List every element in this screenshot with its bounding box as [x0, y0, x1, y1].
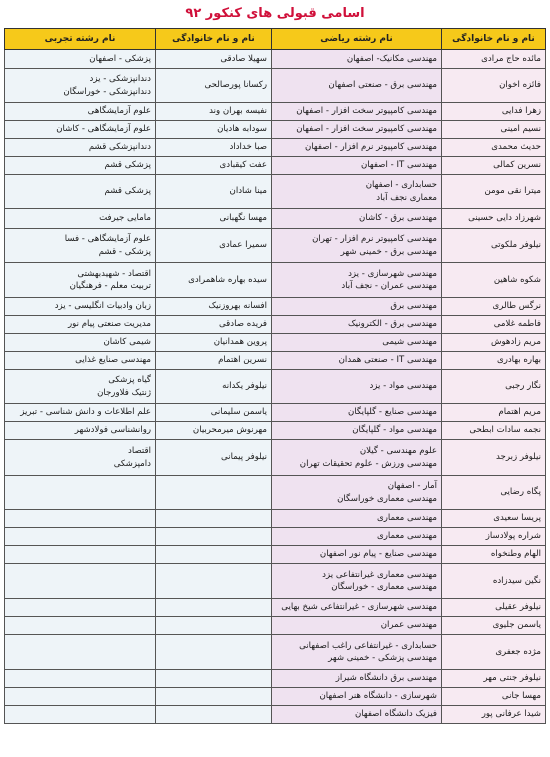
cell-line: نگار رجبی: [505, 381, 541, 392]
cell-line: مهندسی برق - صنعتی اصفهان: [328, 80, 437, 91]
math-student-name-cell: [442, 404, 546, 422]
cell-line: رکسانا پورصالحی: [204, 80, 267, 91]
math-student-name-cell: [442, 528, 546, 546]
science-student-name-cell: [156, 706, 272, 724]
cell-line: شیمی کاشان: [103, 337, 151, 348]
cell-line: فائزه اخوان: [499, 80, 541, 91]
cell-line: علم اطلاعات و دانش شناسی - تبریز: [20, 407, 151, 418]
cell-line: دندانپزشکی - خوراسگان: [63, 86, 151, 97]
science-student-name-cell: [156, 334, 272, 352]
science-field-cell: [5, 370, 156, 404]
cell-line: پزشکی قشم: [104, 186, 151, 197]
science-field-cell: [5, 103, 156, 121]
math-student-name-cell: [442, 316, 546, 334]
cell-line: علوم آزمایشگاهی - فسا: [64, 234, 151, 244]
science-field-cell: [5, 229, 156, 263]
table-header-row: [5, 29, 546, 50]
cell-line: علوم آزمایشگاهی - کاشان: [56, 124, 151, 135]
table-row: [5, 476, 546, 510]
cell-line: افسانه بهروزنیک: [208, 301, 267, 312]
math-field-cell: [272, 263, 442, 298]
science-student-name-cell: [156, 370, 272, 404]
science-field-cell: [5, 404, 156, 422]
science-field-cell: [5, 617, 156, 635]
cell-line: مهندسی برق - الکترونیک: [347, 319, 437, 330]
cell-line: عفت کیقبادی: [219, 160, 267, 171]
cell-line: شیدا عرفانی پور: [481, 709, 541, 720]
table-row: [5, 121, 546, 139]
math-field-cell: [272, 617, 442, 635]
math-student-name-cell: [442, 50, 546, 69]
cell-line: مائده حاج مرادی: [481, 53, 541, 64]
admissions-table: [4, 28, 546, 724]
science-field-cell: [5, 528, 156, 546]
science-student-name-cell: [156, 422, 272, 440]
cell-line: مهندسی پزشکی - خمینی شهر: [328, 653, 437, 663]
cell-line: مهندسی ورزش - علوم تحقیقات تهران: [299, 458, 437, 469]
math-student-name-cell: [442, 546, 546, 564]
math-field-cell: [272, 121, 442, 139]
cell-line: یاسمن سلیمانی: [210, 407, 267, 418]
table-body: [5, 50, 546, 724]
cell-line: فیزیک دانشگاه اصفهان: [354, 709, 437, 720]
science-student-name-cell: [156, 352, 272, 370]
science-field-cell: [5, 50, 156, 69]
science-student-name-cell: [156, 121, 272, 139]
table-row: [5, 617, 546, 635]
science-field-cell: [5, 564, 156, 599]
cell-line: نیلوفر جنتی مهر: [483, 673, 541, 684]
cell-line: پروین همدانیان: [213, 337, 267, 348]
table-row: [5, 670, 546, 688]
math-field-cell: [272, 688, 442, 706]
science-student-name-cell: [156, 670, 272, 688]
science-student-name-cell: [156, 635, 272, 670]
cell-line: شکوه شاهین: [493, 274, 541, 285]
science-student-name-cell: [156, 528, 272, 546]
cell-line: نیلوفر ملکوتی: [490, 240, 541, 251]
science-field-cell: [5, 69, 156, 103]
math-field-cell: [272, 209, 442, 229]
science-field-cell: [5, 157, 156, 175]
math-field-cell: [272, 334, 442, 352]
cell-line: نسرین اهتمام: [218, 355, 267, 366]
table-row: [5, 298, 546, 316]
science-field-cell: [5, 476, 156, 510]
cell-line: یاسمن جلیوی: [492, 620, 541, 631]
table-row: [5, 528, 546, 546]
math-student-name-cell: [442, 69, 546, 103]
cell-line: حدیث محمدی: [491, 142, 541, 153]
math-field-cell: [272, 298, 442, 316]
table-row: [5, 510, 546, 528]
cell-line: آمار - اصفهان: [387, 481, 437, 491]
table-row: [5, 706, 546, 724]
math-field-cell: [272, 476, 442, 510]
cell-line: حسابداری - غیرانتفاعی راغب اصفهانی: [299, 640, 437, 651]
science-field-cell: [5, 121, 156, 139]
cell-line: مهندسی عمران: [380, 620, 437, 631]
cell-line: نفیسه بهران وند: [209, 106, 267, 117]
science-student-name-cell: [156, 298, 272, 316]
cell-line: پریسا سعیدی: [493, 513, 541, 524]
cell-line: مهندسی معماری: [377, 513, 437, 524]
cell-line: سهیلا صادقی: [220, 53, 267, 64]
cell-line: اقتصاد: [128, 446, 151, 456]
science-field-cell: [5, 209, 156, 229]
table-row: [5, 440, 546, 476]
cell-line: زهرا فدایی: [501, 106, 541, 117]
header-name-science: نام و نام خانوادگی: [156, 29, 272, 50]
cell-line: گیاه پزشکی: [108, 375, 151, 385]
math-field-cell: [272, 139, 442, 157]
cell-line: مریم اهتمام: [498, 407, 541, 418]
math-student-name-cell: [442, 599, 546, 617]
science-student-name-cell: [156, 510, 272, 528]
math-field-cell: [272, 635, 442, 670]
table-row: [5, 564, 546, 599]
math-student-name-cell: [442, 209, 546, 229]
math-student-name-cell: [442, 510, 546, 528]
cell-line: سیده بهاره شاهمرادی: [188, 274, 267, 285]
cell-line: مینا شادان: [229, 186, 267, 197]
math-field-cell: [272, 564, 442, 599]
math-student-name-cell: [442, 440, 546, 476]
table-row: [5, 50, 546, 69]
cell-line: مهندسی کامپیوتر سخت افزار - اصفهان: [296, 106, 437, 117]
table-row: [5, 599, 546, 617]
cell-line: مهندسی مواد - یزد: [369, 381, 437, 392]
cell-line: شراره پولادساز: [485, 531, 541, 542]
math-student-name-cell: [442, 263, 546, 298]
math-field-cell: [272, 69, 442, 103]
math-field-cell: [272, 546, 442, 564]
cell-line: مهندسی صنایع - پیام نور اصفهان: [319, 549, 437, 560]
cell-line: مهندسی کامپیوتر نرم افزار - تهران: [312, 234, 437, 244]
cell-line: مهندسی معماری خوراسگان: [337, 493, 437, 504]
science-student-name-cell: [156, 688, 272, 706]
table-row: [5, 139, 546, 157]
table-row: [5, 263, 546, 298]
science-field-cell: [5, 139, 156, 157]
science-student-name-cell: [156, 103, 272, 121]
science-field-cell: [5, 440, 156, 476]
math-field-cell: [272, 404, 442, 422]
page-title: اسامی قبولی های کنکور ۹۲: [185, 6, 365, 21]
cell-line: تربیت معلم - فرهنگیان: [69, 281, 151, 291]
science-student-name-cell: [156, 69, 272, 103]
math-student-name-cell: [442, 422, 546, 440]
math-field-cell: [272, 370, 442, 404]
cell-line: میترا نقی مومن: [484, 186, 541, 197]
table-row: [5, 209, 546, 229]
cell-line: مهندسی صنایع غذایی: [75, 355, 151, 366]
math-field-cell: [272, 352, 442, 370]
cell-line: مامایی جیرفت: [99, 213, 151, 224]
cell-line: پگاه رضایی: [500, 487, 541, 498]
cell-line: اقتصاد - شهیدبهشتی: [77, 268, 151, 279]
cell-line: مهندسی برق - کاشان: [359, 213, 437, 224]
table-row: [5, 103, 546, 121]
cell-line: مهرنوش میرمحربیان: [192, 425, 267, 436]
math-field-cell: [272, 670, 442, 688]
math-field-cell: [272, 175, 442, 209]
science-field-cell: [5, 670, 156, 688]
table-row: [5, 334, 546, 352]
science-field-cell: [5, 298, 156, 316]
cell-line: مهندسی برق - خمینی شهر: [340, 246, 437, 257]
cell-line: نیلوفر زبرجد: [496, 452, 541, 463]
table-row: [5, 175, 546, 209]
math-student-name-cell: [442, 617, 546, 635]
science-field-cell: [5, 546, 156, 564]
science-field-cell: [5, 422, 156, 440]
math-field-cell: [272, 103, 442, 121]
science-student-name-cell: [156, 175, 272, 209]
science-student-name-cell: [156, 316, 272, 334]
math-student-name-cell: [442, 229, 546, 263]
cell-line: مهندسی شیمی: [382, 337, 437, 348]
cell-line: پزشکی - قشم: [98, 246, 151, 257]
math-field-cell: [272, 229, 442, 263]
science-field-cell: [5, 635, 156, 670]
science-student-name-cell: [156, 139, 272, 157]
table-row: [5, 157, 546, 175]
math-student-name-cell: [442, 370, 546, 404]
table-row: [5, 229, 546, 263]
math-field-cell: [272, 50, 442, 69]
cell-line: الهام وطنخواه: [490, 549, 541, 560]
science-student-name-cell: [156, 404, 272, 422]
table-row: [5, 69, 546, 103]
cell-line: بهاره بهادری: [496, 355, 541, 366]
science-student-name-cell: [156, 229, 272, 263]
science-field-cell: [5, 263, 156, 298]
cell-line: علوم مهندسی - گیلان: [359, 446, 437, 456]
header-name-math: نام و نام خانوادگی: [442, 29, 546, 50]
cell-line: شهرسازی - دانشگاه هنر اصفهان: [319, 691, 437, 702]
cell-line: مژده جعفری: [495, 646, 541, 657]
cell-line: مهندسی برق دانشگاه شیراز: [335, 673, 437, 684]
cell-line: دندانپزشکی قشم: [88, 142, 151, 153]
cell-line: پزشکی - اصفهان: [89, 53, 151, 64]
science-student-name-cell: [156, 599, 272, 617]
math-student-name-cell: [442, 298, 546, 316]
header-field-science: نام رشته تجربی: [5, 29, 156, 50]
science-student-name-cell: [156, 50, 272, 69]
math-field-cell: [272, 316, 442, 334]
science-field-cell: [5, 175, 156, 209]
science-student-name-cell: [156, 157, 272, 175]
cell-line: مهندسی برق: [390, 301, 437, 312]
cell-line: مهسا جانی: [501, 691, 541, 702]
math-field-cell: [272, 440, 442, 476]
math-field-cell: [272, 510, 442, 528]
math-student-name-cell: [442, 635, 546, 670]
cell-line: نرگس طالری: [492, 301, 541, 312]
math-field-cell: [272, 528, 442, 546]
math-field-cell: [272, 706, 442, 724]
science-student-name-cell: [156, 263, 272, 298]
table-row: [5, 370, 546, 404]
cell-line: فریده صادقی: [219, 319, 267, 330]
cell-line: فاطمه غلامی: [493, 319, 541, 330]
cell-line: نگین سیدزاده: [492, 575, 541, 586]
table-row: [5, 316, 546, 334]
cell-line: ژنتیک فلاورجان: [97, 387, 151, 398]
science-student-name-cell: [156, 564, 272, 599]
table-row: [5, 688, 546, 706]
science-field-cell: [5, 688, 156, 706]
math-field-cell: [272, 157, 442, 175]
cell-line: مهندسی صنایع - گلپایگان: [347, 407, 437, 418]
cell-line: مریم زادهوش: [490, 337, 541, 348]
table-row: [5, 546, 546, 564]
math-student-name-cell: [442, 564, 546, 599]
cell-line: مهندسی معماری غیرانتفاعی یزد: [322, 569, 437, 580]
science-student-name-cell: [156, 546, 272, 564]
math-student-name-cell: [442, 670, 546, 688]
cell-line: نسرین کمالی: [493, 160, 541, 171]
cell-line: نجمه سادات ابطحی: [469, 425, 541, 436]
header-field-math: نام رشته ریاضی: [272, 29, 442, 50]
science-student-name-cell: [156, 209, 272, 229]
table-row: [5, 422, 546, 440]
science-field-cell: [5, 510, 156, 528]
cell-line: نیلوفر پیمانی: [221, 452, 267, 463]
table-row: [5, 352, 546, 370]
cell-line: مهندسی معماری - خوراسگان: [331, 582, 437, 592]
cell-line: معماری نجف آباد: [376, 192, 437, 203]
cell-line: مهندسی کامپیوتر سخت افزار - اصفهان: [296, 124, 437, 135]
math-student-name-cell: [442, 121, 546, 139]
cell-line: مهندسی IT - صنعتی همدان: [338, 355, 437, 366]
science-field-cell: [5, 316, 156, 334]
science-student-name-cell: [156, 617, 272, 635]
cell-line: مهندسی شهرسازی - غیرانتفاعی شیخ بهایی: [281, 602, 437, 613]
table-row: [5, 635, 546, 670]
cell-line: سودابه هادیان: [217, 124, 267, 135]
cell-line: دندانپزشکی - یزد: [89, 74, 151, 84]
cell-line: حسابداری - اصفهان: [365, 180, 437, 190]
cell-line: نیلوفر عقیلی: [495, 602, 541, 613]
cell-line: روانشناسی فولادشهر: [74, 425, 151, 436]
cell-line: دامپزشکی: [113, 458, 151, 469]
math-student-name-cell: [442, 706, 546, 724]
cell-line: مهندسی معماری: [377, 531, 437, 542]
math-student-name-cell: [442, 157, 546, 175]
science-student-name-cell: [156, 476, 272, 510]
cell-line: نسیم امینی: [500, 124, 541, 135]
math-student-name-cell: [442, 352, 546, 370]
cell-line: سمیرا عمادی: [219, 240, 267, 251]
cell-line: مهندسی عمران - نجف آباد: [341, 281, 437, 291]
math-student-name-cell: [442, 103, 546, 121]
cell-line: مدیریت صنعتی پیام نور: [68, 319, 151, 330]
math-student-name-cell: [442, 175, 546, 209]
science-student-name-cell: [156, 440, 272, 476]
cell-line: صبا خداداد: [229, 142, 267, 153]
math-field-cell: [272, 599, 442, 617]
cell-line: شهرزاد دایی حسینی: [468, 213, 541, 224]
science-field-cell: [5, 599, 156, 617]
table-row: [5, 404, 546, 422]
cell-line: مهندسی مواد - گلپایگان: [352, 425, 437, 436]
cell-line: مهندسی کامپیوتر نرم افزار - اصفهان: [304, 142, 437, 153]
math-student-name-cell: [442, 139, 546, 157]
science-field-cell: [5, 334, 156, 352]
cell-line: زبان وادبیات انگلیسی - یزد: [54, 301, 151, 312]
cell-line: مهندسی شهرسازی - یزد: [348, 268, 437, 279]
cell-line: مهندسی IT - اصفهان: [360, 160, 437, 171]
science-field-cell: [5, 706, 156, 724]
math-field-cell: [272, 422, 442, 440]
science-field-cell: [5, 352, 156, 370]
cell-line: مهسا نگهبانی: [219, 213, 267, 224]
math-student-name-cell: [442, 334, 546, 352]
cell-line: مهندسی مکانیک- اصفهان: [346, 53, 437, 64]
cell-line: نیلوفر یکدانه: [222, 381, 267, 392]
cell-line: علوم آزمایشگاهی: [87, 106, 151, 117]
math-student-name-cell: [442, 688, 546, 706]
math-student-name-cell: [442, 476, 546, 510]
cell-line: پزشکی قشم: [104, 160, 151, 171]
